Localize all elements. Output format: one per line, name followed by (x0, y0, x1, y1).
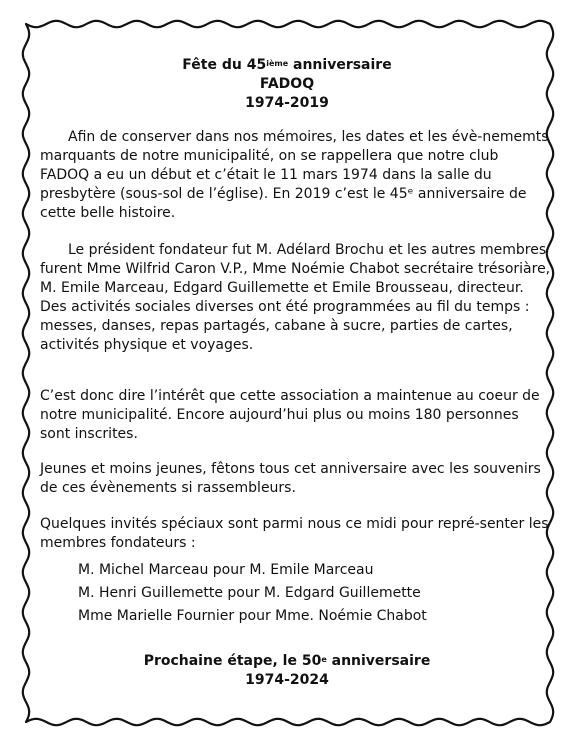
event-title-suffix: anniversaire (288, 57, 392, 73)
paragraph-guests-intro: Quelques invités spéciaux sont parmi nous ce midi pour repré-senter les membres fondateurs : (40, 516, 549, 551)
event-title-text: Fête du 45 (182, 57, 267, 73)
paragraph-founders: Le président fondateur fut M. Adélard Brochu et les autres membres furent Mme Wilfrid Caron V.P., Mme Noémie Chabot secrétaire trésoriàre, M. Emile Marceau, Edgard Guillemette et Emile Brousseau, directeur. Des activités sociales diverses ont été programmées au fil du temps : messes, danses, repas partagés, cabane à sucre, parties de cartes, activités physique et voyages. (40, 242, 551, 353)
organization-name: FADOQ (259, 76, 315, 92)
paragraph-celebration: Jeunes et moins jeunes, fêtons tous cet anniversaire avec les souvenirs de ces évènements si rassembleurs. (40, 461, 541, 496)
guest-line: M. Michel Marceau pour M. Emile Marceau (78, 562, 374, 578)
event-title (0, 56, 574, 75)
next-milestone-text: Prochaine étape, le 50 (143, 653, 322, 669)
next-milestone-suffix: anniversaire (326, 653, 431, 669)
event-years: 1974-2019 (245, 95, 329, 111)
paragraph-history: Afin de conserver dans nos mémoires, les dates et les évè-nememts marquants de notre municipalité, on se rappellera que notre club FADOQ a eu un début et c’était le 11 mars 1974 dans la salle du presbytère (sous-sol de l’église). En 2019 c’est le 45ᵉ anniversaire de cette belle histoire. (40, 129, 549, 221)
next-milestone-years: 1974-2024 (245, 672, 329, 688)
guest-line: Mme Marielle Fournier pour Mme. Noémie Chabot (78, 608, 427, 624)
next-milestone-ordinal: e (321, 655, 327, 664)
event-title-ordinal: ième (266, 59, 289, 68)
next-milestone (0, 652, 574, 671)
paragraph-membership: C’est donc dire l’intérêt que cette association a maintenue au coeur de notre municipalité. Encore aujourd’hui plus ou moins 180 personnes sont inscrites. (40, 388, 540, 442)
guest-line: M. Henri Guillemette pour M. Edgard Guillemette (78, 585, 421, 601)
